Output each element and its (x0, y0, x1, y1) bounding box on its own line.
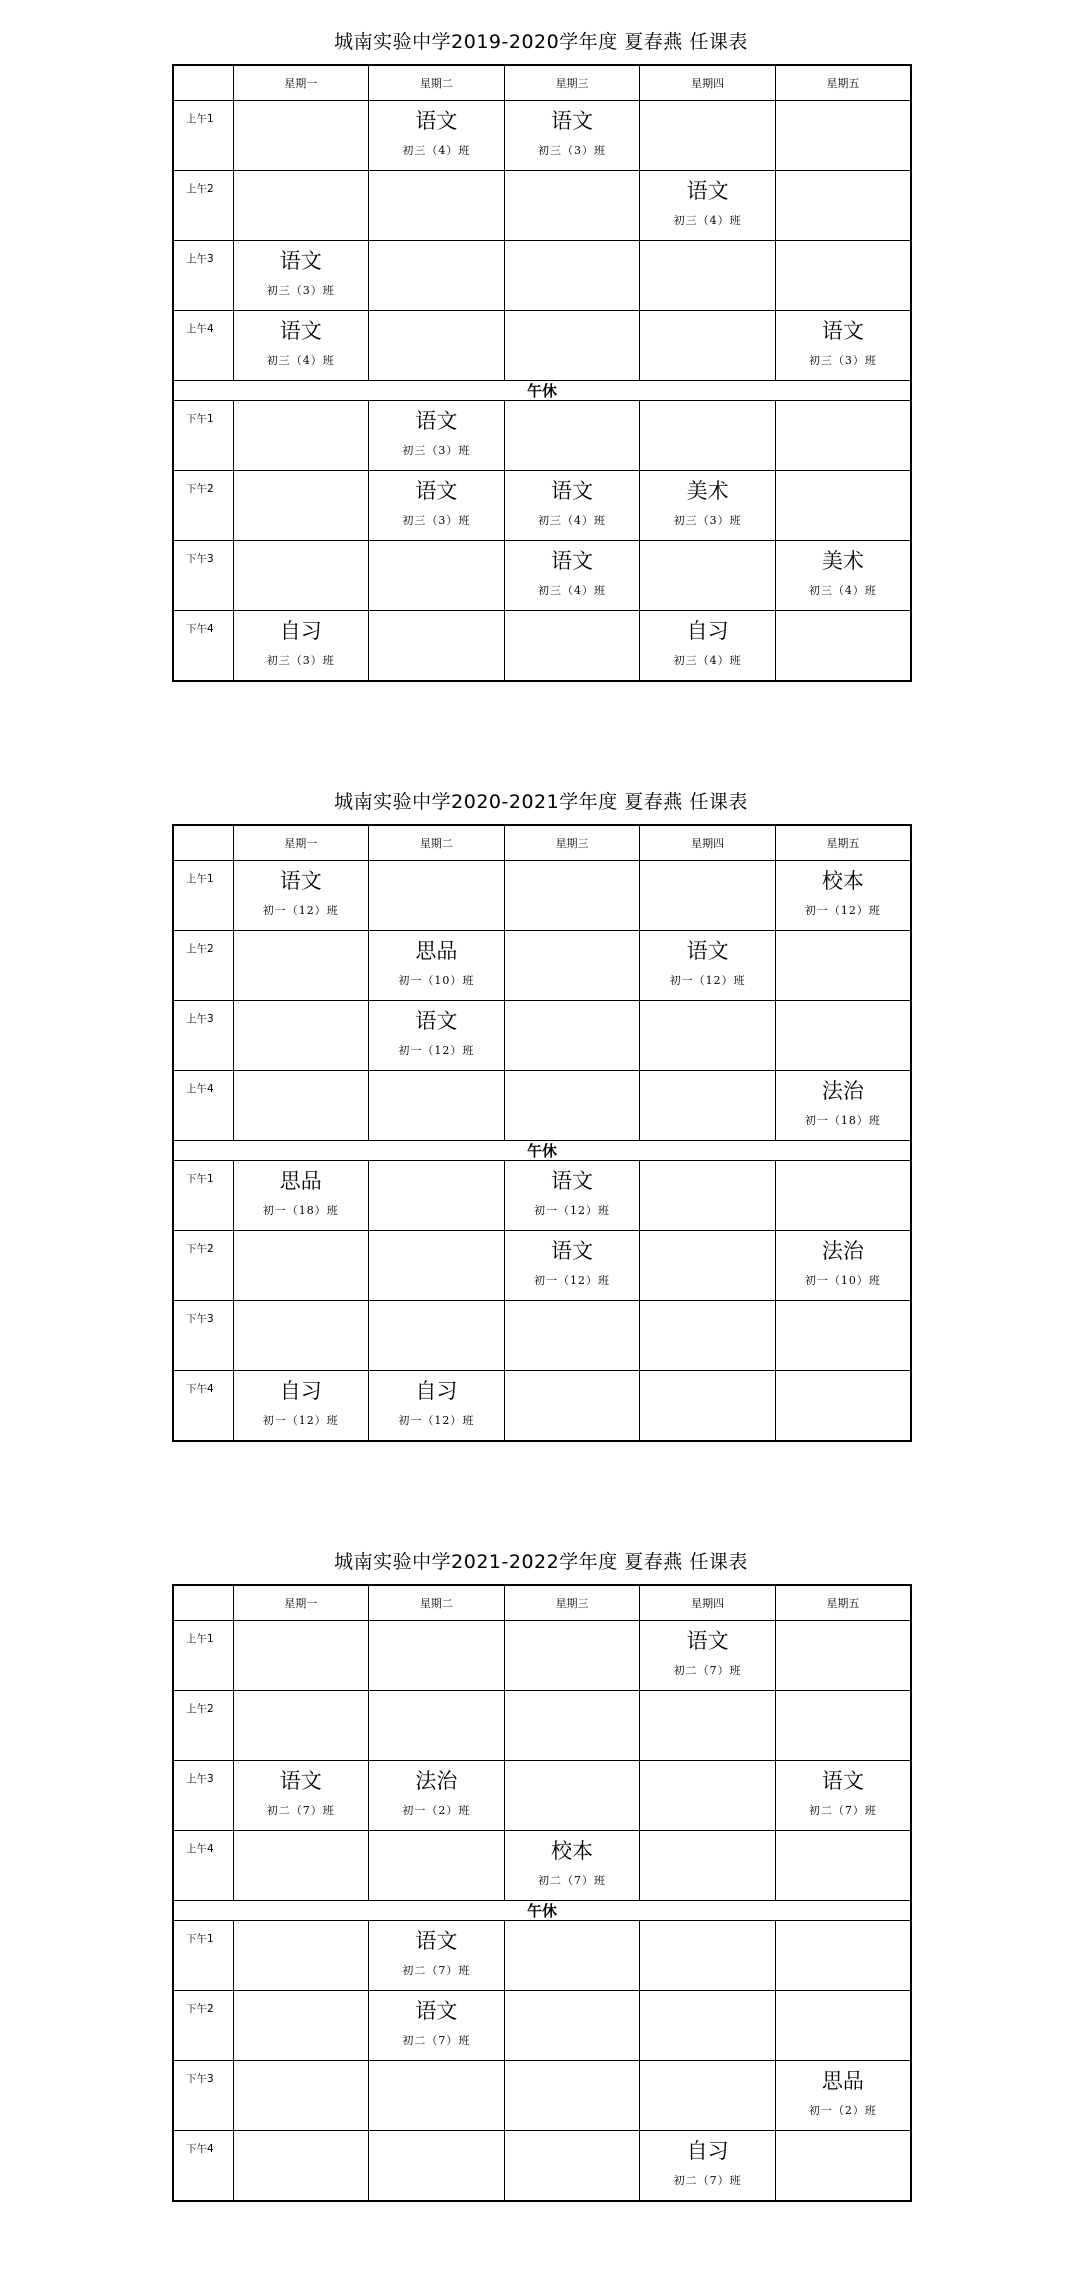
timetable-title: 城南实验中学2020-2021学年度 夏春燕 任课表 (334, 791, 748, 813)
lesson-cell (640, 1621, 776, 1691)
empty-cell (233, 1921, 369, 1991)
period-row (173, 931, 911, 1001)
empty-cell (640, 1921, 776, 1991)
class-name: 初一（12）班 (533, 1274, 610, 1287)
lesson-cell (640, 171, 776, 241)
empty-cell (504, 1301, 640, 1371)
lesson-cell (640, 931, 776, 1001)
period-row (173, 1921, 911, 1991)
schedule-table (172, 1584, 912, 2202)
empty-cell (640, 1231, 776, 1301)
empty-cell (369, 541, 505, 611)
period-label-cell (173, 2131, 233, 2202)
period-row (173, 1161, 911, 1231)
period-row (173, 471, 911, 541)
lesson-cell (640, 2131, 776, 2202)
empty-cell (504, 2131, 640, 2202)
noon-break-row (173, 381, 911, 401)
corner-cell (173, 65, 233, 101)
corner-cell (173, 1585, 233, 1621)
empty-cell (369, 1071, 505, 1141)
empty-cell (369, 1161, 505, 1231)
period-label: 上午2 (186, 943, 214, 955)
empty-cell (504, 311, 640, 381)
empty-cell (775, 1161, 911, 1231)
empty-cell (233, 471, 369, 541)
period-label: 下午3 (186, 2073, 214, 2085)
lesson-cell (775, 1761, 911, 1831)
empty-cell (369, 1691, 505, 1761)
empty-cell (369, 861, 505, 931)
empty-cell (775, 1991, 911, 2061)
class-name: 初三（3）班 (402, 444, 471, 457)
empty-cell (640, 1831, 776, 1901)
period-label-cell (173, 931, 233, 1001)
period-label-cell (173, 1691, 233, 1761)
period-label-cell (173, 1621, 233, 1691)
period-label: 下午2 (186, 1243, 214, 1255)
empty-cell (775, 1371, 911, 1442)
subject-name: 语文 (415, 1929, 458, 1953)
lesson-cell (775, 541, 911, 611)
class-name: 初三（4）班 (808, 584, 877, 597)
subject-name: 语文 (686, 939, 729, 963)
day-header: 星期一 (233, 1585, 369, 1621)
subject-name: 语文 (279, 1769, 322, 1793)
noon-break-label: 午休 (173, 1901, 911, 1921)
class-name: 初二（7）班 (673, 1664, 742, 1677)
lesson-cell (775, 1071, 911, 1141)
period-row (173, 1991, 911, 2061)
period-label-cell (173, 541, 233, 611)
empty-cell (369, 2061, 505, 2131)
class-name: 初一（18）班 (262, 1204, 339, 1217)
subject-name: 法治 (821, 1079, 864, 1103)
empty-cell (504, 1621, 640, 1691)
period-label-cell (173, 1301, 233, 1371)
period-label-cell (173, 1991, 233, 2061)
lesson-cell (369, 1991, 505, 2061)
empty-cell (233, 2061, 369, 2131)
class-name: 初三（4）班 (673, 214, 742, 227)
lesson-cell (504, 1231, 640, 1301)
class-name: 初一（12）班 (398, 1414, 475, 1427)
subject-name: 语文 (279, 869, 322, 893)
day-header: 星期五 (775, 1585, 911, 1621)
empty-cell (369, 311, 505, 381)
class-name: 初三（4）班 (537, 514, 606, 527)
corner-cell (173, 825, 233, 861)
empty-cell (640, 1691, 776, 1761)
empty-cell (504, 861, 640, 931)
empty-cell (775, 1691, 911, 1761)
period-label: 上午2 (186, 1703, 214, 1715)
noon-break-row (173, 1141, 911, 1161)
timetable (172, 780, 910, 1442)
subject-name: 校本 (821, 869, 864, 893)
lesson-cell (504, 101, 640, 171)
period-label-cell (173, 861, 233, 931)
period-label-cell (173, 611, 233, 682)
empty-cell (369, 1831, 505, 1901)
header-row (173, 825, 911, 861)
lesson-cell (233, 861, 369, 931)
empty-cell (775, 401, 911, 471)
period-row (173, 611, 911, 682)
empty-cell (233, 541, 369, 611)
period-label: 下午1 (186, 1173, 214, 1185)
class-name: 初三（4）班 (537, 584, 606, 597)
class-name: 初一（18）班 (804, 1114, 881, 1127)
day-header: 星期三 (504, 825, 640, 861)
period-label: 上午2 (186, 183, 214, 195)
period-row (173, 1621, 911, 1691)
subject-name: 语文 (415, 409, 458, 433)
subject-name: 法治 (415, 1769, 458, 1793)
period-label-cell (173, 1831, 233, 1901)
class-name: 初三（3）班 (537, 144, 606, 157)
subject-name: 语文 (415, 1999, 458, 2023)
class-name: 初一（12）班 (669, 974, 746, 987)
subject-name: 语文 (686, 1629, 729, 1653)
period-row (173, 401, 911, 471)
subject-name: 思品 (279, 1169, 322, 1193)
class-name: 初一（10）班 (398, 974, 475, 987)
empty-cell (640, 1071, 776, 1141)
lesson-cell (369, 401, 505, 471)
period-label: 下午4 (186, 1383, 214, 1395)
subject-name: 自习 (686, 2139, 729, 2163)
lesson-cell (775, 861, 911, 931)
empty-cell (233, 1991, 369, 2061)
period-label: 上午3 (186, 1013, 214, 1025)
empty-cell (233, 931, 369, 1001)
subject-name: 美术 (821, 549, 864, 573)
class-name: 初三（3）班 (266, 284, 335, 297)
subject-name: 自习 (279, 1379, 322, 1403)
class-name: 初一（12）班 (262, 904, 339, 917)
subject-name: 校本 (550, 1839, 593, 1863)
empty-cell (369, 241, 505, 311)
class-name: 初三（3）班 (402, 514, 471, 527)
empty-cell (233, 171, 369, 241)
day-header: 星期三 (504, 65, 640, 101)
class-name: 初二（7）班 (402, 2034, 471, 2047)
period-row (173, 1761, 911, 1831)
period-label-cell (173, 1231, 233, 1301)
class-name: 初三（4）班 (402, 144, 471, 157)
empty-cell (504, 1921, 640, 1991)
lesson-cell (233, 1761, 369, 1831)
period-label: 上午1 (186, 873, 214, 885)
period-label-cell (173, 171, 233, 241)
empty-cell (369, 171, 505, 241)
period-row (173, 1001, 911, 1071)
period-row (173, 1831, 911, 1901)
lesson-cell (233, 1161, 369, 1231)
day-header: 星期三 (504, 1585, 640, 1621)
lesson-cell (369, 931, 505, 1001)
empty-cell (233, 2131, 369, 2202)
period-label: 下午3 (186, 1313, 214, 1325)
lesson-cell (369, 1001, 505, 1071)
class-name: 初一（10）班 (804, 1274, 881, 1287)
period-row (173, 541, 911, 611)
period-label: 上午4 (186, 1083, 214, 1095)
empty-cell (233, 1231, 369, 1301)
empty-cell (640, 541, 776, 611)
class-name: 初三（3）班 (808, 354, 877, 367)
day-header: 星期四 (640, 65, 776, 101)
period-row (173, 1071, 911, 1141)
empty-cell (640, 311, 776, 381)
subject-name: 语文 (550, 549, 593, 573)
period-row (173, 1231, 911, 1301)
class-name: 初一（12）班 (398, 1044, 475, 1057)
empty-cell (640, 2061, 776, 2131)
empty-cell (233, 401, 369, 471)
class-name: 初三（3）班 (266, 654, 335, 667)
empty-cell (775, 931, 911, 1001)
period-label-cell (173, 1161, 233, 1231)
lesson-cell (775, 311, 911, 381)
empty-cell (504, 1071, 640, 1141)
period-label-cell (173, 1001, 233, 1071)
class-name: 初三（4）班 (266, 354, 335, 367)
day-header: 星期二 (369, 1585, 505, 1621)
subject-name: 自习 (686, 619, 729, 643)
period-label: 下午2 (186, 483, 214, 495)
period-row (173, 101, 911, 171)
class-name: 初二（7）班 (537, 1874, 606, 1887)
empty-cell (640, 861, 776, 931)
noon-break-row (173, 1901, 911, 1921)
empty-cell (369, 1301, 505, 1371)
subject-name: 语文 (686, 179, 729, 203)
lesson-cell (233, 241, 369, 311)
timetable (172, 20, 910, 682)
timetable-title: 城南实验中学2021-2022学年度 夏春燕 任课表 (334, 1551, 748, 1573)
empty-cell (775, 101, 911, 171)
lesson-cell (233, 1371, 369, 1442)
subject-name: 语文 (415, 109, 458, 133)
period-label: 上午1 (186, 113, 214, 125)
empty-cell (369, 1621, 505, 1691)
subject-name: 自习 (279, 619, 322, 643)
period-label: 上午4 (186, 323, 214, 335)
period-label-cell (173, 1921, 233, 1991)
empty-cell (640, 1371, 776, 1442)
subject-name: 语文 (550, 1239, 593, 1263)
lesson-cell (504, 471, 640, 541)
subject-name: 语文 (550, 479, 593, 503)
empty-cell (775, 171, 911, 241)
lesson-cell (504, 541, 640, 611)
empty-cell (233, 101, 369, 171)
empty-cell (504, 1001, 640, 1071)
subject-name: 自习 (415, 1379, 458, 1403)
empty-cell (504, 1761, 640, 1831)
period-label-cell (173, 1071, 233, 1141)
period-label: 下午4 (186, 2143, 214, 2155)
lesson-cell (504, 1161, 640, 1231)
lesson-cell (640, 611, 776, 682)
lesson-cell (369, 1921, 505, 1991)
empty-cell (504, 401, 640, 471)
period-label: 上午4 (186, 1843, 214, 1855)
empty-cell (233, 1691, 369, 1761)
timetable-title: 城南实验中学2019-2020学年度 夏春燕 任课表 (334, 31, 748, 53)
lesson-cell (369, 1761, 505, 1831)
day-header: 星期五 (775, 825, 911, 861)
period-row (173, 241, 911, 311)
empty-cell (504, 171, 640, 241)
schedule-table (172, 64, 912, 682)
empty-cell (504, 1991, 640, 2061)
empty-cell (640, 241, 776, 311)
period-label-cell (173, 1761, 233, 1831)
subject-name: 语文 (550, 1169, 593, 1193)
lesson-cell (369, 101, 505, 171)
class-name: 初二（7）班 (808, 1804, 877, 1817)
empty-cell (504, 611, 640, 682)
period-row (173, 1301, 911, 1371)
empty-cell (775, 1301, 911, 1371)
empty-cell (640, 1161, 776, 1231)
period-label: 上午3 (186, 253, 214, 265)
empty-cell (504, 931, 640, 1001)
empty-cell (504, 1691, 640, 1761)
day-header: 星期二 (369, 65, 505, 101)
noon-break-label: 午休 (173, 1141, 911, 1161)
period-label: 下午1 (186, 1933, 214, 1945)
subject-name: 语文 (821, 319, 864, 343)
subject-name: 语文 (279, 249, 322, 273)
timetable (172, 1540, 910, 2202)
empty-cell (640, 1991, 776, 2061)
day-header: 星期二 (369, 825, 505, 861)
subject-name: 思品 (415, 939, 458, 963)
empty-cell (775, 1921, 911, 1991)
class-name: 初二（7）班 (266, 1804, 335, 1817)
period-row (173, 311, 911, 381)
empty-cell (504, 2061, 640, 2131)
period-label: 下午1 (186, 413, 214, 425)
subject-name: 思品 (821, 2069, 864, 2093)
empty-cell (640, 1761, 776, 1831)
period-label-cell (173, 2061, 233, 2131)
class-name: 初二（7）班 (402, 1964, 471, 1977)
empty-cell (775, 611, 911, 682)
period-label-cell (173, 241, 233, 311)
period-label-cell (173, 1371, 233, 1442)
empty-cell (775, 471, 911, 541)
class-name: 初一（2）班 (402, 1804, 471, 1817)
lesson-cell (369, 471, 505, 541)
class-name: 初一（2）班 (808, 2104, 877, 2117)
period-label: 上午3 (186, 1773, 214, 1785)
subject-name: 语文 (415, 479, 458, 503)
period-label: 下午2 (186, 2003, 214, 2015)
header-row (173, 65, 911, 101)
period-label-cell (173, 401, 233, 471)
empty-cell (775, 1001, 911, 1071)
empty-cell (775, 241, 911, 311)
day-header: 星期四 (640, 825, 776, 861)
lesson-cell (233, 311, 369, 381)
subject-name: 语文 (279, 319, 322, 343)
day-header: 星期一 (233, 825, 369, 861)
day-header: 星期一 (233, 65, 369, 101)
period-row (173, 171, 911, 241)
empty-cell (233, 1001, 369, 1071)
subject-name: 语文 (415, 1009, 458, 1033)
period-label-cell (173, 311, 233, 381)
period-row (173, 2131, 911, 2202)
period-label-cell (173, 101, 233, 171)
empty-cell (640, 401, 776, 471)
empty-cell (233, 1831, 369, 1901)
class-name: 初二（7）班 (673, 2174, 742, 2187)
lesson-cell (369, 1371, 505, 1442)
period-row (173, 2061, 911, 2131)
subject-name: 语文 (821, 1769, 864, 1793)
empty-cell (369, 2131, 505, 2202)
empty-cell (640, 1001, 776, 1071)
subject-name: 语文 (550, 109, 593, 133)
lesson-cell (775, 1231, 911, 1301)
empty-cell (640, 101, 776, 171)
empty-cell (775, 1621, 911, 1691)
empty-cell (504, 241, 640, 311)
period-row (173, 1691, 911, 1761)
period-label: 上午1 (186, 1633, 214, 1645)
subject-name: 法治 (821, 1239, 864, 1263)
empty-cell (640, 1301, 776, 1371)
empty-cell (233, 1071, 369, 1141)
period-row (173, 1371, 911, 1442)
empty-cell (233, 1301, 369, 1371)
subject-name: 美术 (686, 479, 729, 503)
period-label: 下午3 (186, 553, 214, 565)
empty-cell (775, 2131, 911, 2202)
empty-cell (504, 1371, 640, 1442)
lesson-cell (775, 2061, 911, 2131)
class-name: 初三（3）班 (673, 514, 742, 527)
empty-cell (775, 1831, 911, 1901)
empty-cell (369, 611, 505, 682)
empty-cell (233, 1621, 369, 1691)
schedule-table (172, 824, 912, 1442)
class-name: 初一（12）班 (804, 904, 881, 917)
day-header: 星期四 (640, 1585, 776, 1621)
class-name: 初一（12）班 (262, 1414, 339, 1427)
lesson-cell (233, 611, 369, 682)
class-name: 初一（12）班 (533, 1204, 610, 1217)
class-name: 初三（4）班 (673, 654, 742, 667)
day-header: 星期五 (775, 65, 911, 101)
period-label: 下午4 (186, 623, 214, 635)
header-row (173, 1585, 911, 1621)
period-label-cell (173, 471, 233, 541)
lesson-cell (504, 1831, 640, 1901)
period-row (173, 861, 911, 931)
noon-break-label: 午休 (173, 381, 911, 401)
lesson-cell (640, 471, 776, 541)
empty-cell (369, 1231, 505, 1301)
